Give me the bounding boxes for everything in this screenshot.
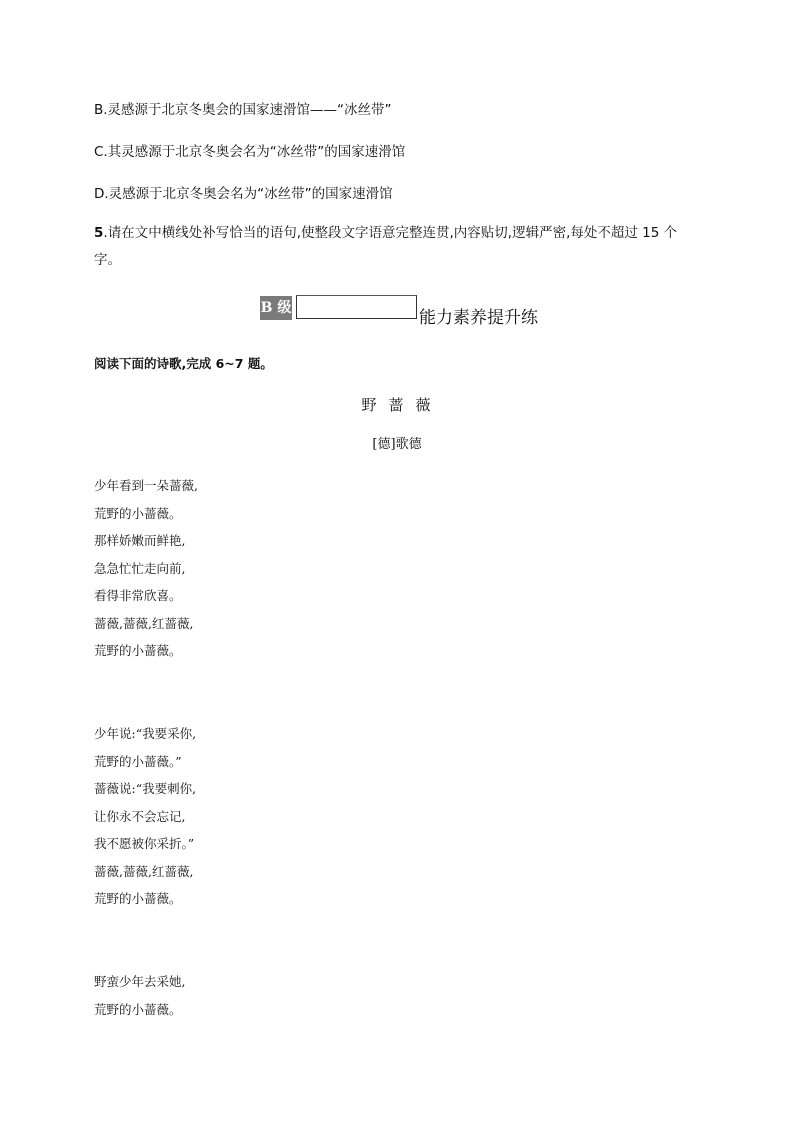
level-blank-box [296, 295, 417, 319]
verse-line: 看得非常欣喜。 [94, 588, 182, 603]
verse-line: 野蛮少年去采她, [94, 974, 186, 989]
option-c: C.其灵感源于北京冬奥会名为“冰丝带”的国家速滑馆 [94, 144, 406, 160]
verse-line: 荒野的小蔷薇。” [94, 754, 182, 769]
section-title: 能力素养提升练 [419, 308, 538, 328]
question-5-text-line1: .请在文中横线处补写恰当的语句,使整段文字语意完整连贯,内容贴切,逻辑严密,每处不超过 15 个 [103, 225, 678, 241]
level-tag: B 级 [260, 296, 292, 320]
reading-instruction: 阅读下面的诗歌,完成 6~7 题。 [94, 356, 273, 371]
verse-line: 荒野的小蔷薇。 [94, 1002, 182, 1017]
verse-line: 荒野的小蔷薇。 [94, 643, 182, 658]
question-5-text-line2: 字。 [94, 252, 121, 268]
verse-line: 急急忙忙走向前, [94, 561, 186, 576]
question-5-number: 5 [94, 225, 104, 241]
verse-line: 我不愿被你采折。” [94, 836, 195, 851]
verse-line: 荒野的小蔷薇。 [94, 506, 182, 521]
verse-line: 那样娇嫩而鲜艳, [94, 533, 186, 548]
verse-line: 少年看到一朵蔷薇, [94, 478, 198, 493]
question-5 [94, 220, 714, 274]
poem-title: 野蔷薇 [361, 396, 443, 414]
verse-line: 蔷薇说:“我要刺你, [94, 781, 197, 796]
verse-line: 让你永不会忘记, [94, 809, 186, 824]
verse-line: 少年说:“我要采你, [94, 726, 197, 741]
option-d: D.灵感源于北京冬奥会名为“冰丝带”的国家速滑馆 [94, 186, 393, 202]
poem-author: [德]歌德 [372, 437, 422, 452]
verse-line: 蔷薇,蔷薇,红蔷薇, [94, 616, 194, 631]
option-b: B.灵感源于北京冬奥会的国家速滑馆——“冰丝带” [94, 102, 392, 118]
verse-line: 荒野的小蔷薇。 [94, 891, 182, 906]
verse-line: 蔷薇,蔷薇,红蔷薇, [94, 864, 194, 879]
